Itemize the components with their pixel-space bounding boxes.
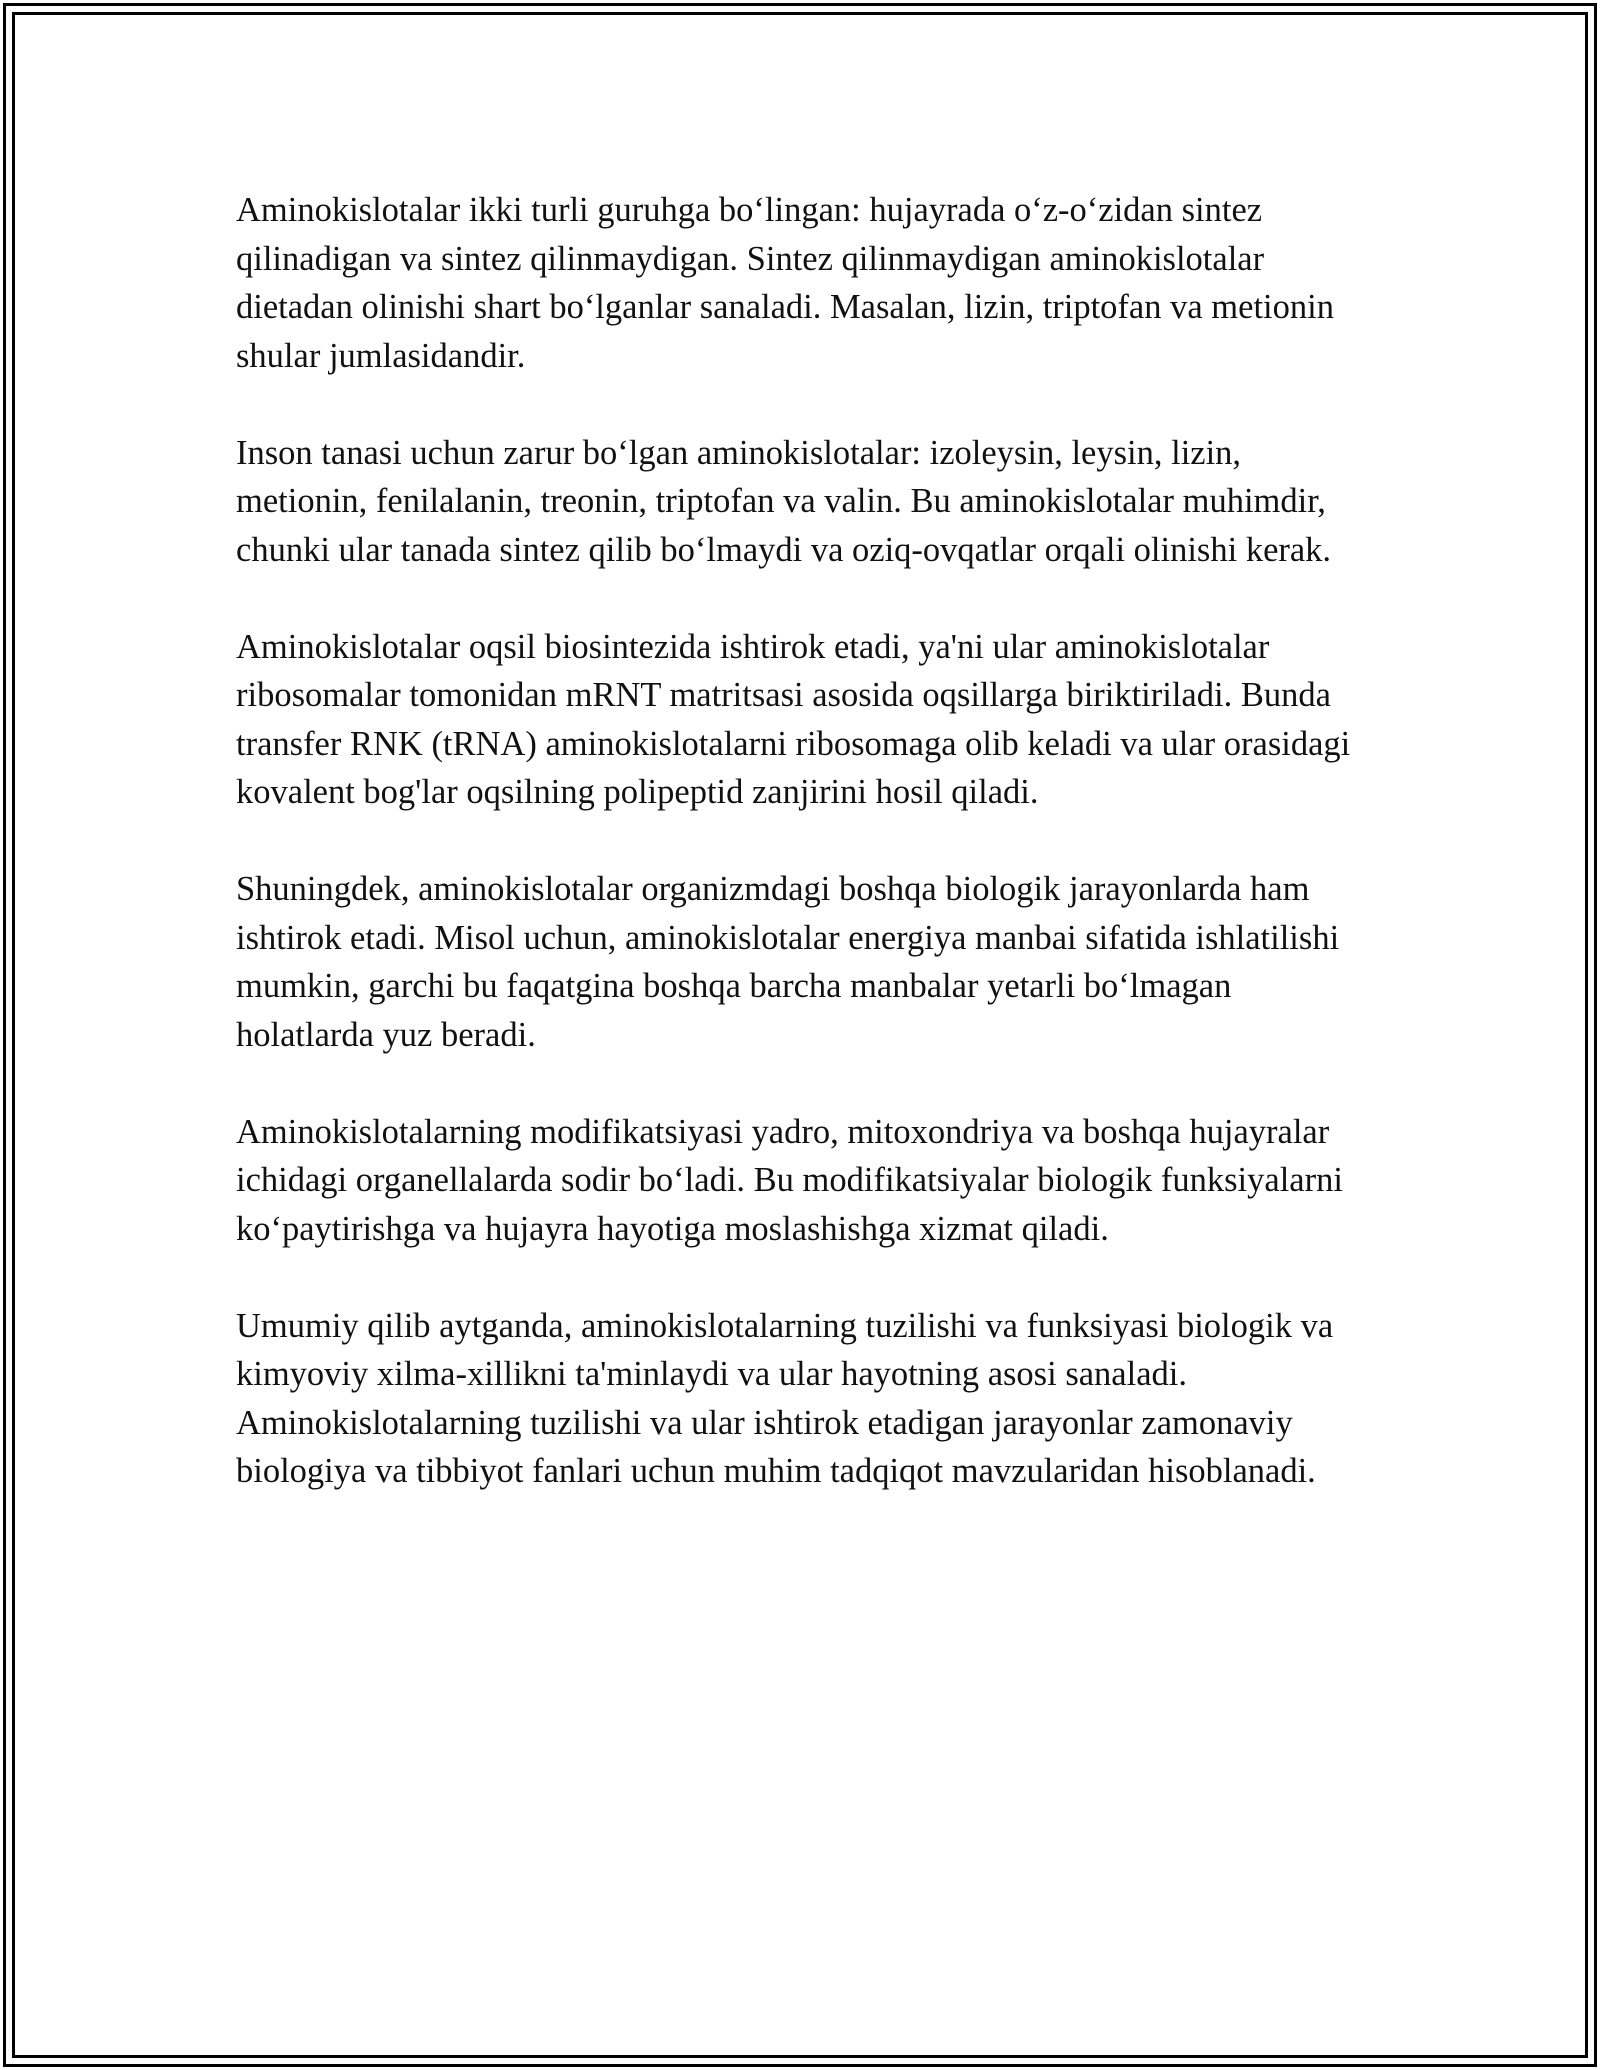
paragraph-4: Shuningdek, aminokislotalar organizmdagi boshqa biologik jarayonlarda ham ishtirok etadi. Misol uchun, aminokislotalar energiya manbai sifatida ishlatilishi mumkin, garchi bu faqatgina boshqa barcha manbalar yetarli bo‘lmagan holatlarda yuz beradi. [236, 870, 1340, 1054]
document-body [236, 186, 1376, 1496]
paragraph-1: Aminokislotalar ikki turli guruhga bo‘lingan: hujayrada o‘z-o‘zidan sintez qilinadigan va sintez qilinmaydigan. Sintez qilinmaydigan aminokislotalar dietadan olinishi shart bo‘lganlar sanaladi. Masalan, lizin, triptofan va metionin shular jumlasidandir. [236, 191, 1334, 375]
paragraph-6: Umumiy qilib aytganda, aminokislotalarning tuzilishi va funksiyasi biologik va kimyoviy xilma-xillikni ta'minlaydi va ular hayotning asosi sanaladi. Aminokislotalarning tuzilishi va ular ishtirok etadigan jarayonlar zamonaviy biologiya va tibbiyot fanlari uchun muhim tadqiqot mavzularidan hisoblanadi. [236, 1306, 1334, 1490]
paragraph-2: Inson tanasi uchun zarur bo‘lgan aminokislotalar: izoleysin, leysin, lizin, metionin, fenilalanin, treonin, triptofan va valin. Bu aminokislotalar muhimdir, chunki ular tanada sintez qilib bo‘lmaydi va oziq-ovqatlar orqali olinishi kerak. [236, 433, 1332, 569]
paragraph-5: Aminokislotalarning modifikatsiyasi yadro, mitoxondriya va boshqa hujayralar ichidagi organellalarda sodir bo‘ladi. Bu modifikatsiyalar biologik funksiyalarni ko‘paytirishga va hujayra hayotiga moslashishga xizmat qiladi. [236, 1112, 1343, 1248]
paragraph-3: Aminokislotalar oqsil biosintezida ishtirok etadi, ya'ni ular aminokislotalar ribosomalar tomonidan mRNT matritsasi asosida oqsillarga biriktiriladi. Bunda transfer RNK (tRNA) aminokislotalarni ribosomaga olib keladi va ular orasidagi kovalent bog'lar oqsilning polipeptid zanjirini hosil qiladi. [236, 627, 1351, 811]
